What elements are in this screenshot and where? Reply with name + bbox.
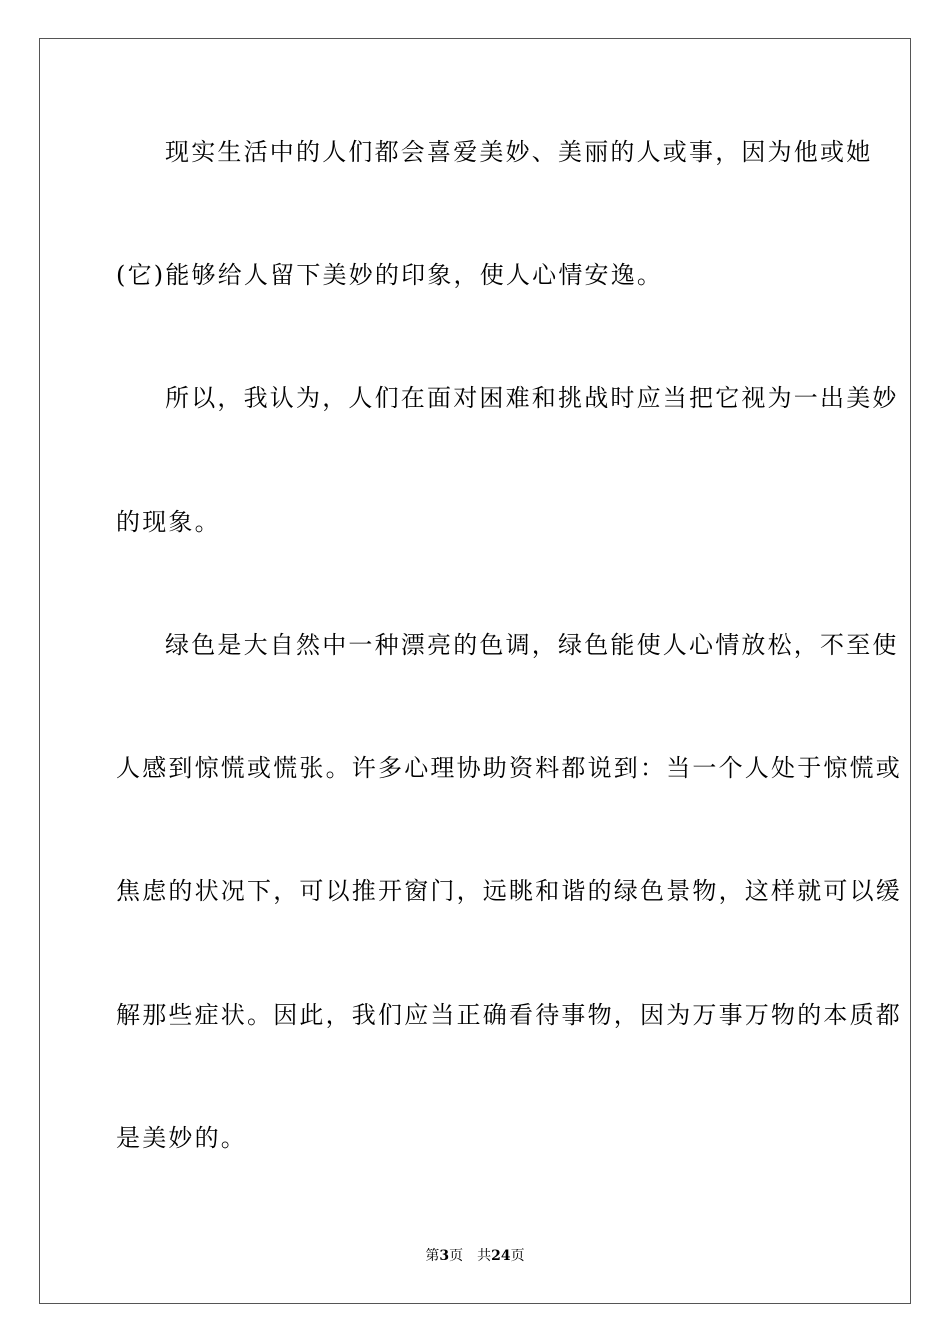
paragraph-3-line-2: 人感到惊慌或慌张。许多心理协助资料都说到：当一个人处于惊慌或: [116, 754, 902, 782]
total-prefix: 共: [477, 1248, 492, 1264]
page-number: 3: [439, 1248, 450, 1264]
paragraph-1-line-2: (它)能够给人留下美妙的印象，使人心情安逸。: [116, 261, 664, 289]
paragraph-1-line-1: 现实生活中的人们都会喜爱美妙、美丽的人或事，因为他或她: [165, 138, 873, 166]
paragraph-3-line-1: 绿色是大自然中一种漂亮的色调，绿色能使人心情放松，不至使: [165, 631, 899, 659]
total-suffix: 页: [510, 1248, 525, 1264]
paragraph-3-line-3: 焦虑的状况下，可以推开窗门，远眺和谐的绿色景物，这样就可以缓: [116, 877, 902, 905]
paragraph-3-line-5: 是美妙的。: [116, 1124, 247, 1152]
page-suffix: 页: [449, 1248, 464, 1264]
paragraph-3-line-4: 解那些症状。因此，我们应当正确看待事物，因为万事万物的本质都: [116, 1001, 902, 1029]
total-pages: 24: [491, 1248, 511, 1264]
page-border: [39, 38, 911, 1304]
paragraph-2-line-1: 所以，我认为，人们在面对困难和挑战时应当把它视为一出美妙: [165, 384, 899, 412]
paragraph-2-line-2: 的现象。: [116, 508, 221, 536]
page-footer: [0, 1247, 950, 1265]
page-prefix: 第: [425, 1248, 440, 1264]
